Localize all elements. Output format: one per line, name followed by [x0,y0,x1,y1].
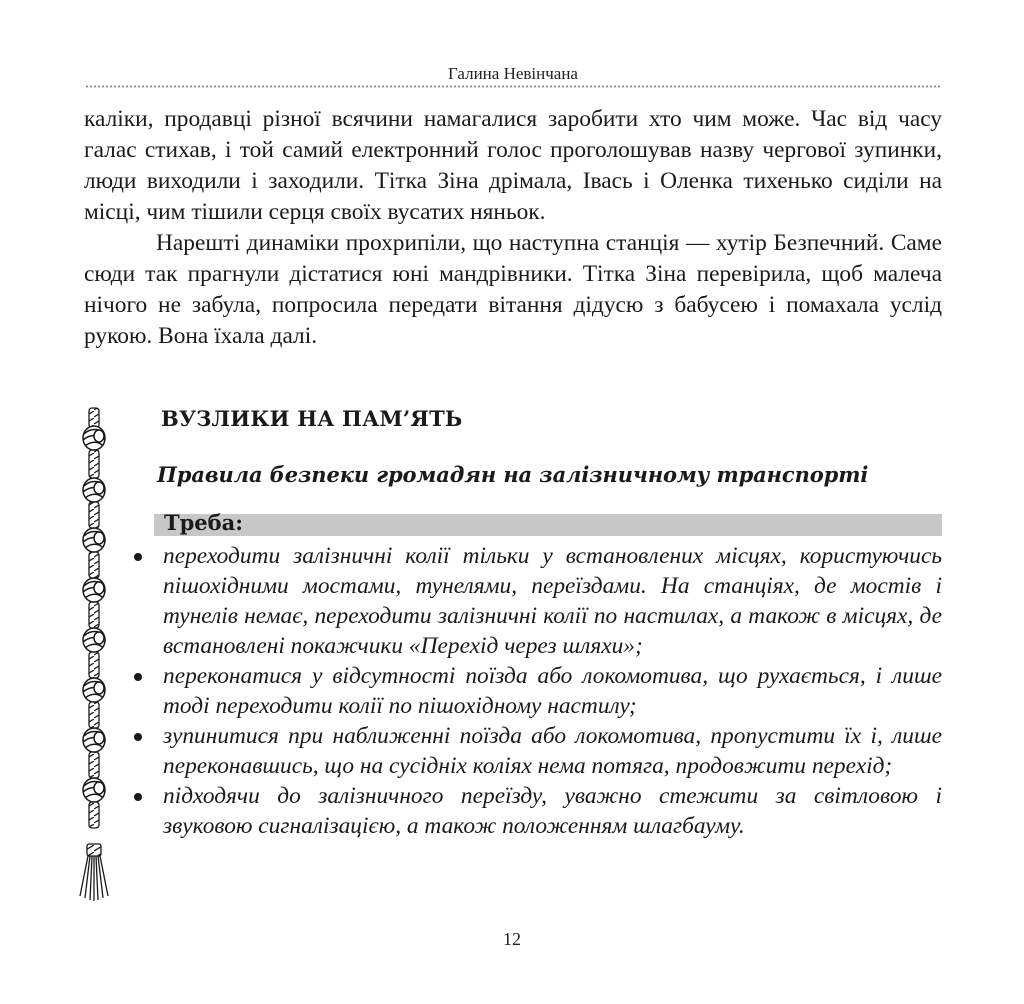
knotted-rope-icon [74,404,114,904]
section-subtitle: Правила безпеки громадян на залізничному транспорті [157,462,869,487]
need-label: Треба: [164,510,244,535]
story-paragraph: Нарешті динаміки прохрипіли, що наступна станція — хутір Безпечний. Саме сюди так прагнули дістатися юні мандрівники. Тітка Зіна перевірила, щоб малеча нічого не забула, попросила передати вітання дідусю з бабусею і помахала услід рукою. Вона їхала далі. [84,230,942,349]
rule-text: переходити залізничні колії тільки у встановлених місцях, користуючись пішохідними мостами, тунелями, переїздами. На станціях, де мостів і тунелів немає, переходити залізничні колії по настилах, а також в місцях, де встановлені покажчики «Перехід через шляхи»; [163,543,942,659]
story-text [84,104,942,352]
rule-text: переконатися у відсутності поїзда або локомотива, що рухається, і лише тоді переходити колії по пішохідному настилу; [163,663,942,719]
list-item [126,541,942,661]
bullet-icon [134,793,142,801]
rule-text: підходячи до залізничного переїзду, уважно стежити за світловою і звуковою сигналізацією, а також положенням шлагбауму. [163,783,942,839]
bullet-icon [134,733,142,741]
running-header-author: Галина Невінчана [448,64,578,83]
bullet-icon [134,553,142,561]
bullet-icon [134,673,142,681]
list-item [126,661,942,721]
header-dotted-rule [85,85,941,91]
page-number: 12 [503,929,521,949]
rule-text: зупинитися при наближенні поїзда або локомотива, пропустити їх і, лише переконавшись, що на сусідніх коліях нема потяга, продовжити перехід; [163,723,942,779]
section-title: ВУЗЛИКИ НА ПАМ’ЯТЬ [161,406,463,431]
story-paragraph: каліки, продавці різної всячини намагалися заробити хто чим може. Час від часу галас стихав, і той самий електронний голос проголошував назву чергової зупинки, люди виходили і заходили. Тітка Зіна дрімала, Івась і Оленка тихенько сиділи на місці, чим тішили серця своїх вусатих няньок. [84,106,942,225]
list-item [126,781,942,841]
list-item [126,721,942,781]
need-highlight-bar [154,514,942,536]
safety-rules-list [126,541,942,841]
